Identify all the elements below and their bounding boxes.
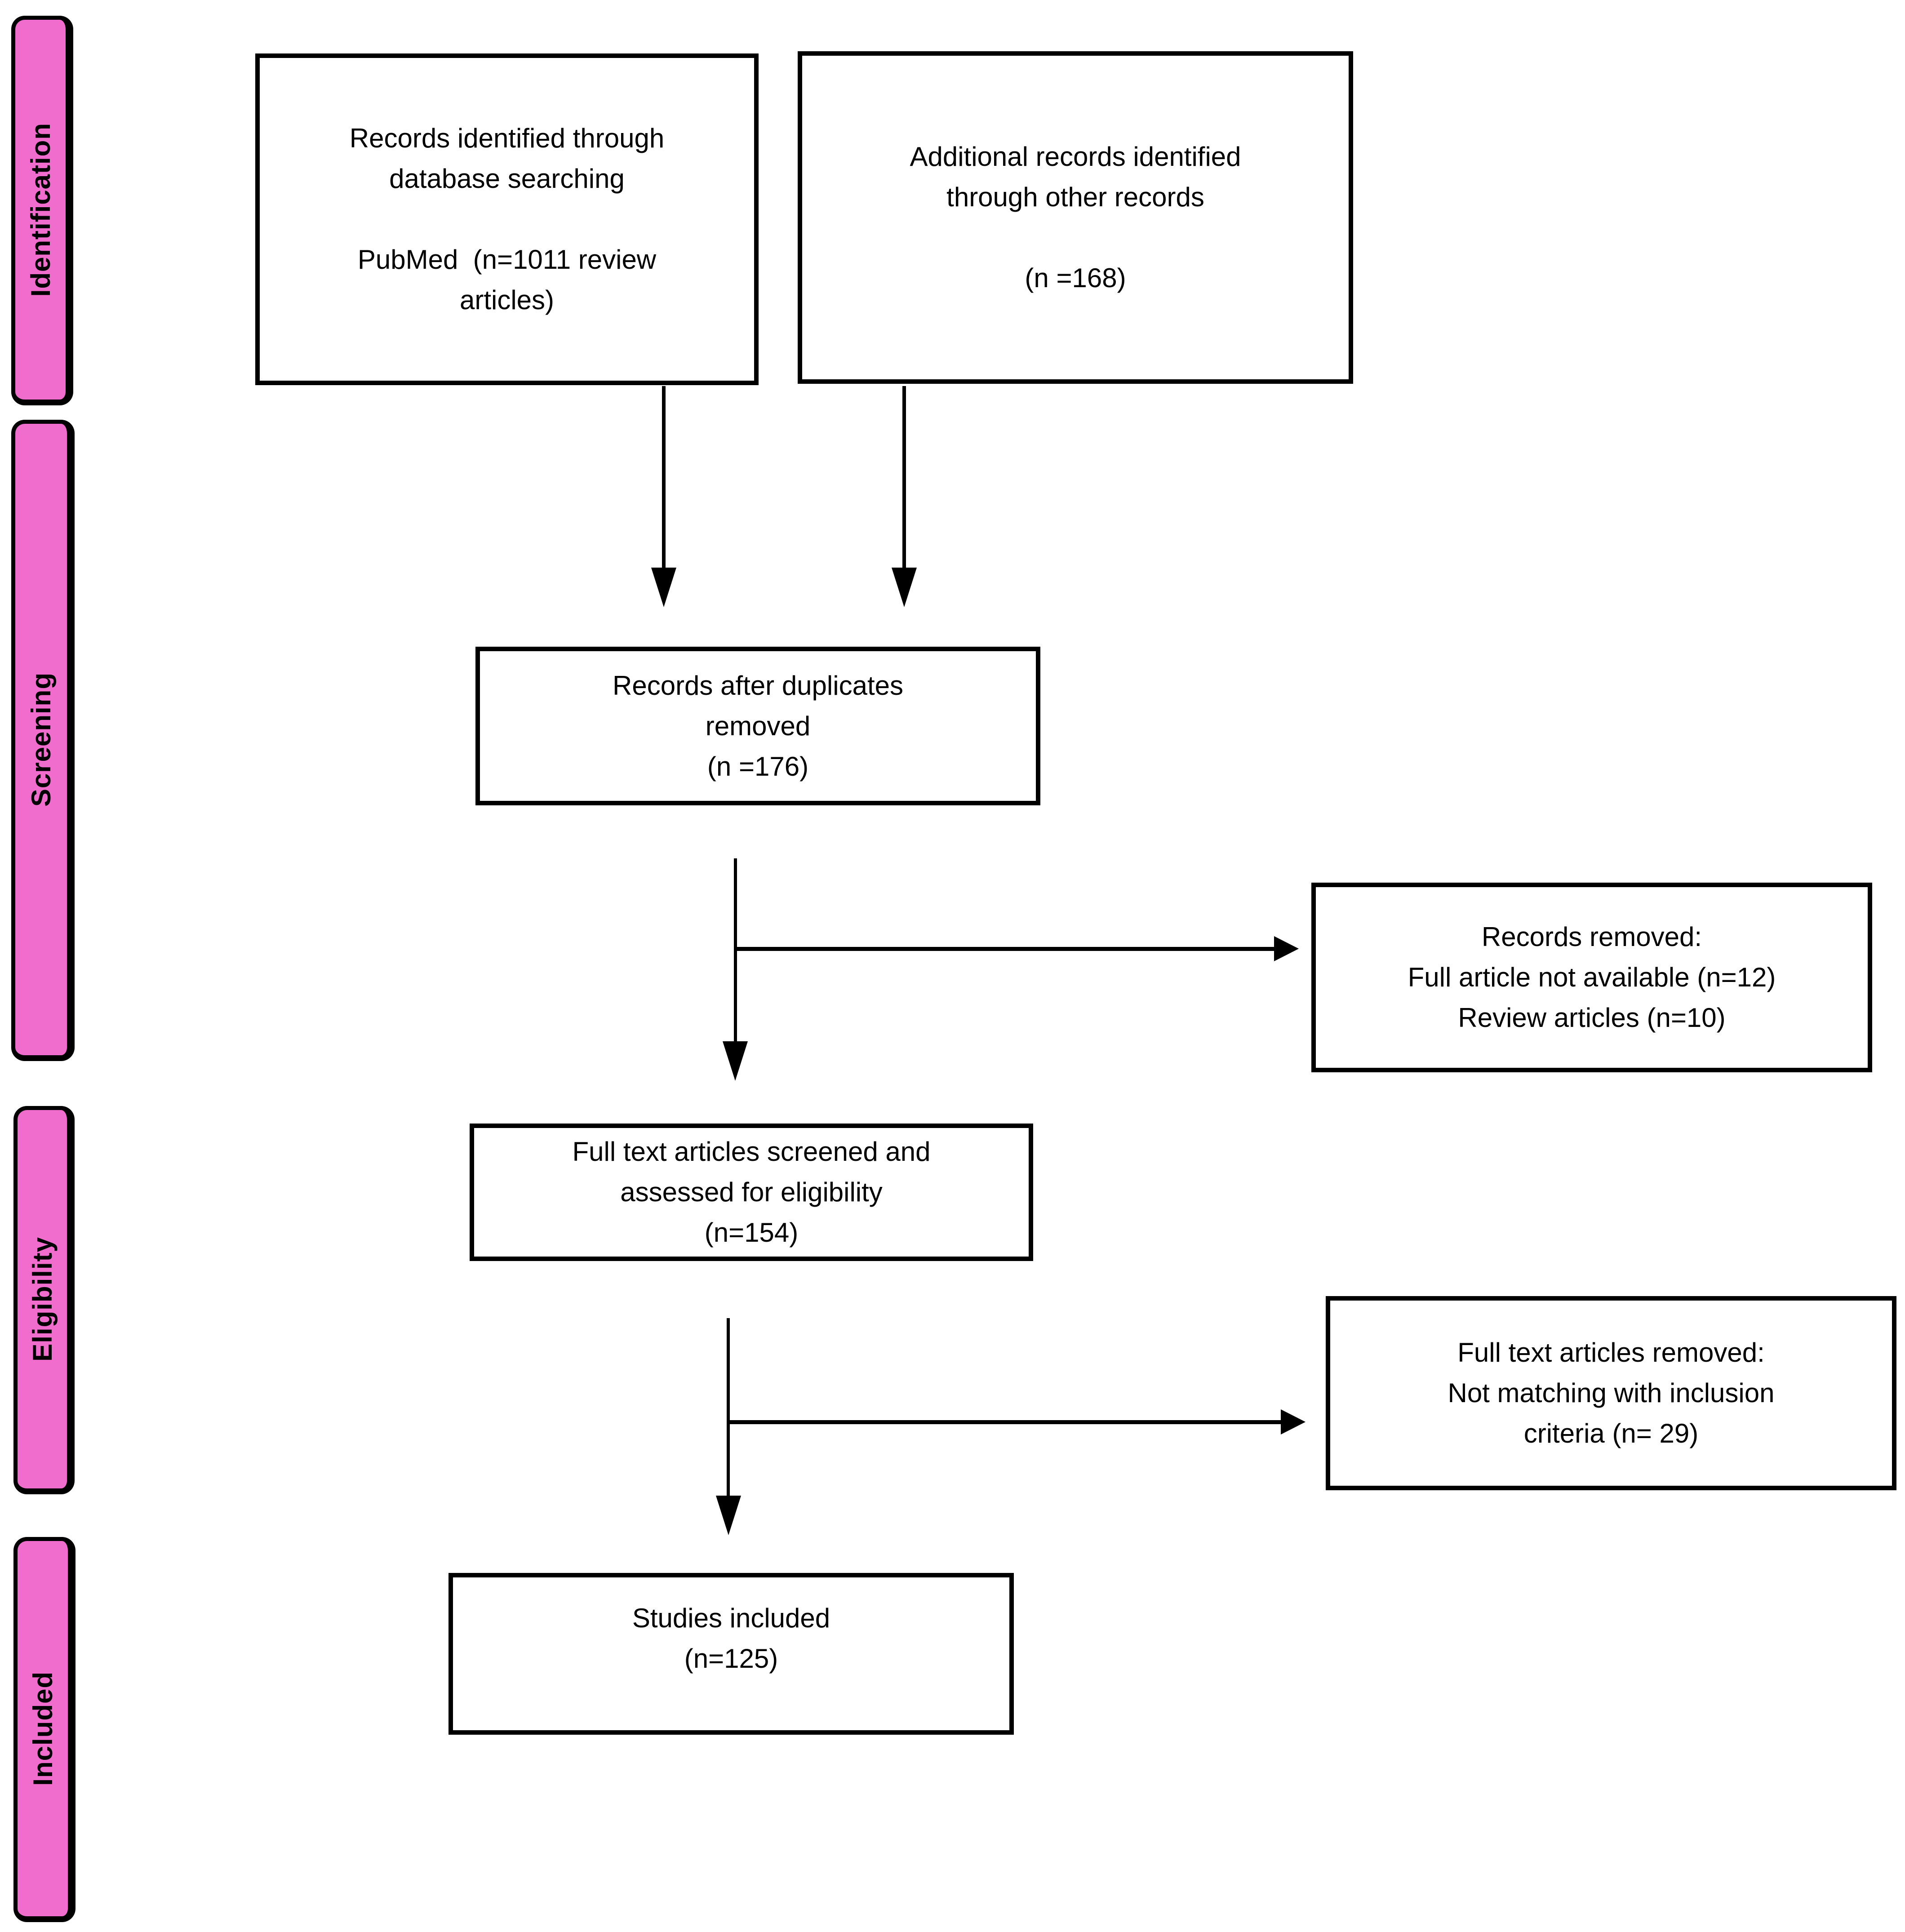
arrow-dedup-to-screened-head-icon bbox=[723, 1041, 748, 1081]
arrow-to-fulltext-removed-head-icon bbox=[1281, 1409, 1306, 1435]
arrow-identified-to-dedup-shaft bbox=[662, 386, 666, 569]
arrow-screened-to-included-head-icon bbox=[716, 1496, 741, 1535]
box-records-identified: Records identified through database searching PubMed (n=1011 review articles) bbox=[255, 53, 759, 385]
stage-included bbox=[13, 1537, 75, 1922]
arrow-to-fulltext-removed-shaft bbox=[728, 1420, 1283, 1424]
arrow-identified-to-dedup-head-icon bbox=[651, 568, 676, 607]
arrow-additional-to-dedup-shaft bbox=[902, 386, 906, 569]
stage-eligibility-label: Eligibility bbox=[27, 1237, 58, 1362]
box-studies-included: Studies included (n=125) bbox=[448, 1573, 1014, 1735]
stage-eligibility bbox=[13, 1106, 75, 1494]
box-fulltext-screened: Full text articles screened and assessed for eligibility (n=154) bbox=[470, 1124, 1033, 1261]
stage-screening-label: Screening bbox=[26, 672, 56, 807]
box-fulltext-removed: Full text articles removed: Not matching with inclusion criteria (n= 29) bbox=[1326, 1296, 1896, 1490]
arrow-to-records-removed-shaft bbox=[735, 947, 1276, 951]
stage-included-label: Included bbox=[27, 1671, 58, 1786]
stage-identification-label: Identification bbox=[25, 122, 56, 297]
stage-identification bbox=[11, 16, 73, 405]
arrow-to-records-removed-head-icon bbox=[1274, 936, 1299, 961]
arrow-screened-to-included-shaft bbox=[727, 1318, 730, 1497]
arrow-additional-to-dedup-head-icon bbox=[892, 568, 917, 607]
box-additional-records: Additional records identified through other records (n =168) bbox=[798, 51, 1353, 384]
box-records-after-duplicates: Records after duplicates removed (n =176) bbox=[475, 647, 1040, 805]
box-records-removed: Records removed: Full article not available (n=12) Review articles (n=10) bbox=[1311, 883, 1872, 1072]
stage-screening bbox=[11, 420, 75, 1061]
